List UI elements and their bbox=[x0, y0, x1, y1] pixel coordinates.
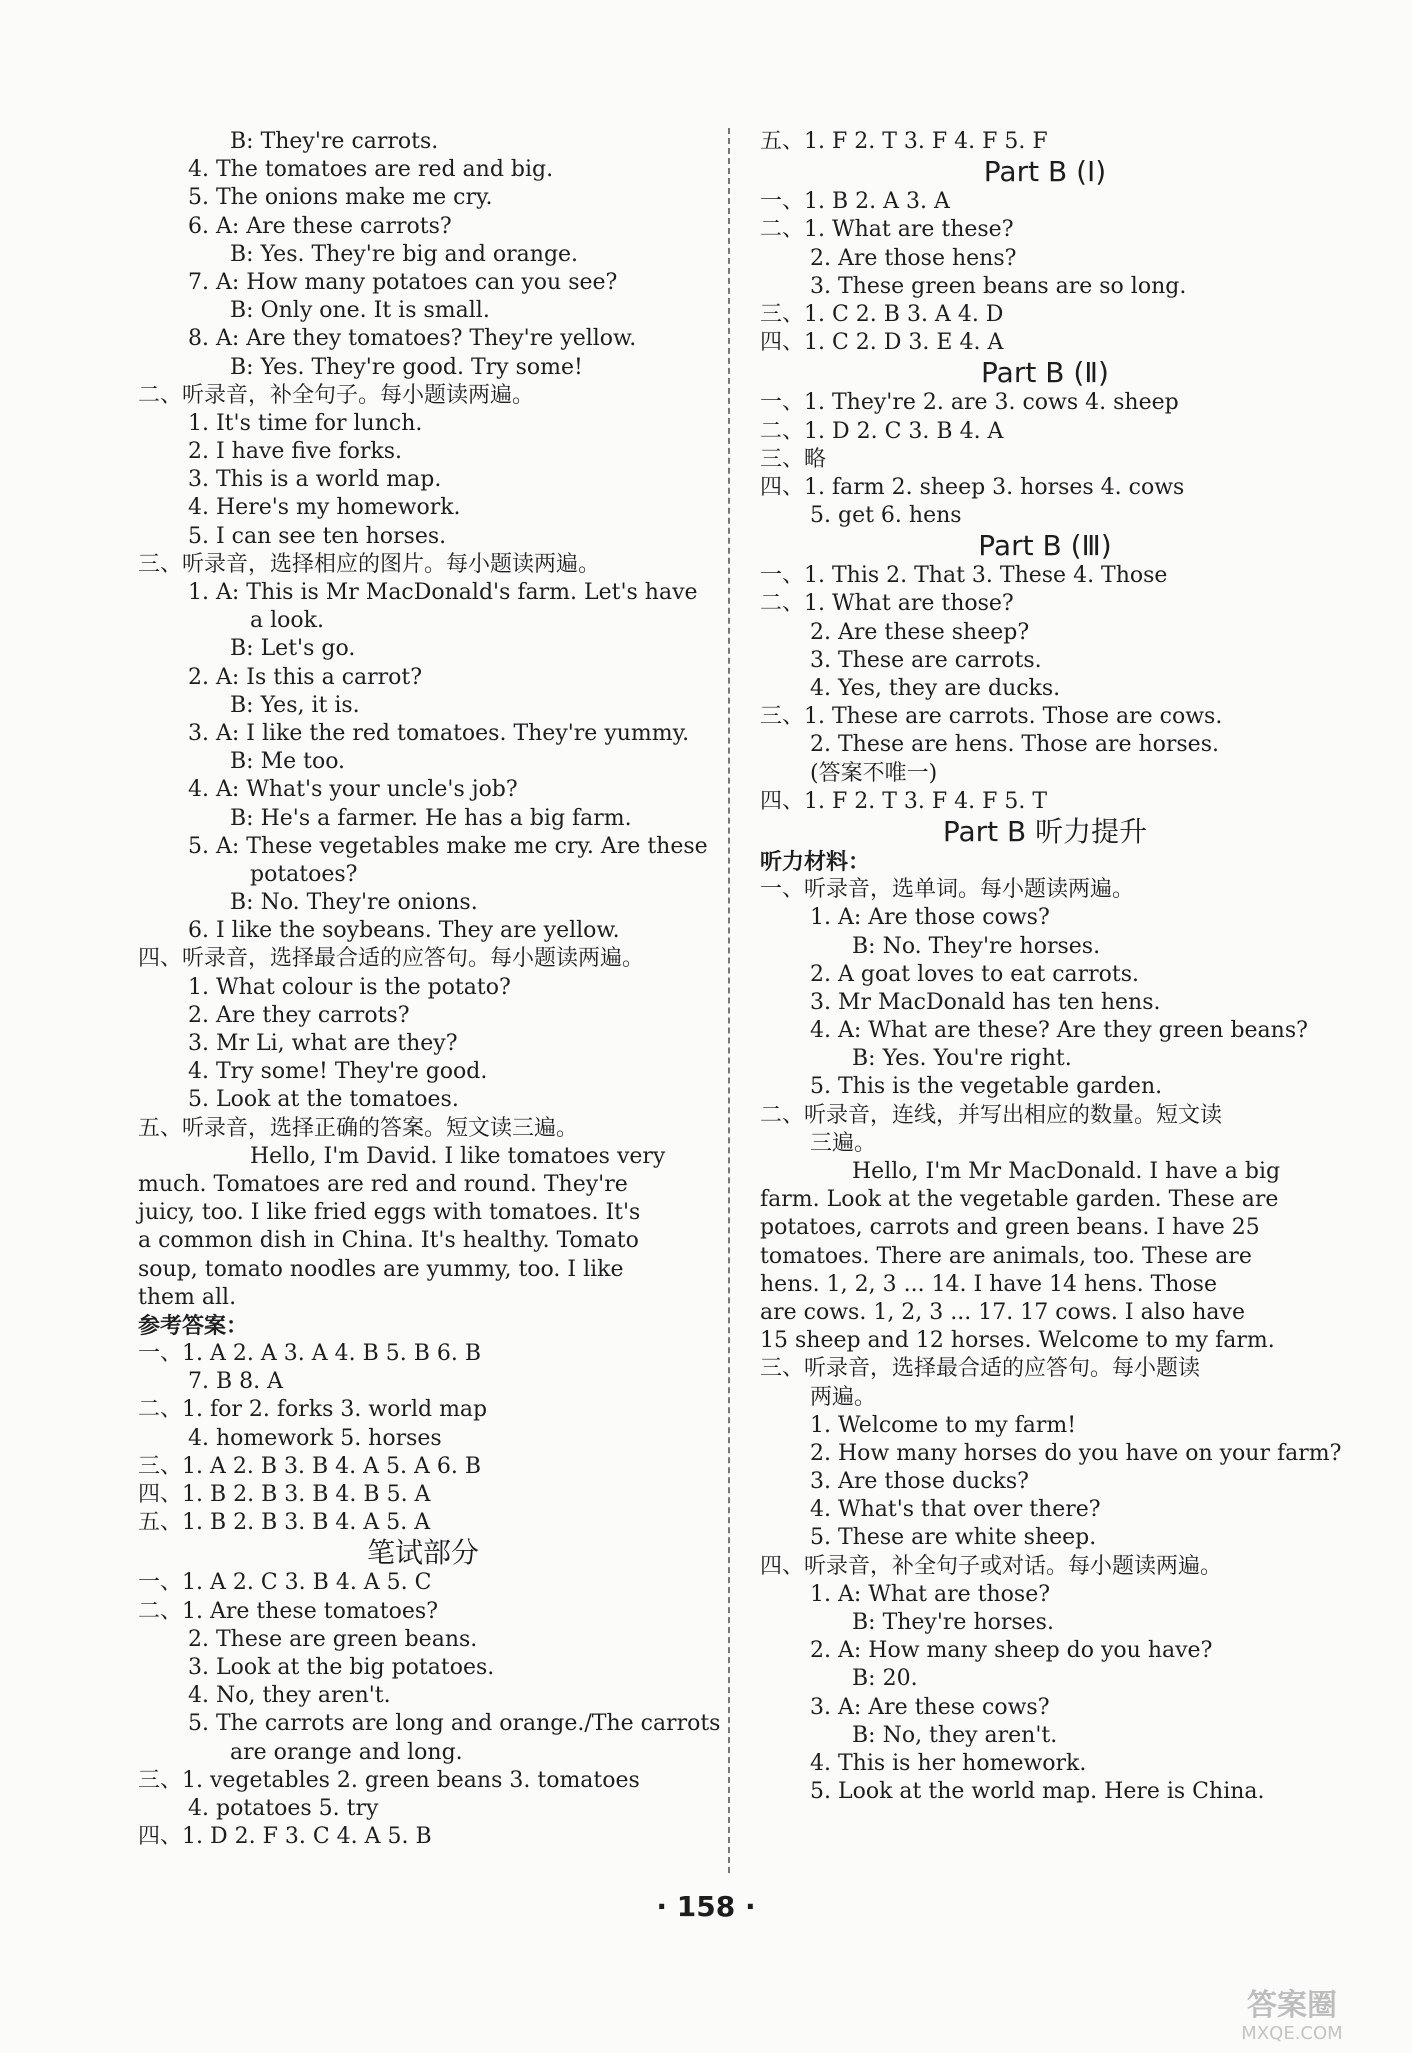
text-line: 一、1. A 2. C 3. B 4. A 5. C bbox=[138, 1570, 432, 1596]
text-line: 一、1. B 2. A 3. A bbox=[760, 189, 950, 215]
watermark-line1: 答案圈 bbox=[1247, 1988, 1337, 2023]
text-line: 2. These are hens. Those are horses. bbox=[810, 732, 1219, 758]
left-column bbox=[138, 128, 721, 1851]
text-line: 4. Here's my homework. bbox=[188, 495, 461, 521]
text-line: 3. A: Are these cows? bbox=[810, 1694, 1050, 1720]
text-line: 三遍。 bbox=[810, 1130, 877, 1156]
text-line: 2. A: How many sheep do you have? bbox=[810, 1638, 1213, 1664]
text-line: 8. A: Are they tomatoes? They're yellow. bbox=[188, 326, 637, 352]
text-line: 5. Look at the tomatoes. bbox=[188, 1087, 459, 1113]
text-line: B: Yes, it is. bbox=[230, 692, 360, 718]
text-line: 1. A: What are those? bbox=[810, 1581, 1051, 1607]
text-line: are orange and long. bbox=[230, 1739, 463, 1765]
text-line: 1. A: This is Mr MacDonald's farm. Let's have bbox=[188, 580, 698, 605]
text-line: 4. No, they aren't. bbox=[188, 1683, 391, 1709]
watermark-logo bbox=[1192, 1981, 1392, 2045]
text-line: 四、1. C 2. D 3. E 4. A bbox=[760, 330, 1004, 356]
text-line: 4. What's that over there? bbox=[810, 1497, 1101, 1523]
text-line: 6. A: Are these carrots? bbox=[188, 213, 452, 239]
text-line: 1. Welcome to my farm! bbox=[810, 1412, 1077, 1438]
text-line: 5. A: These vegetables make me cry. Are these bbox=[188, 833, 708, 859]
text-line: hens. 1, 2, 3 ... 14. I have 14 hens. Those bbox=[760, 1271, 1217, 1297]
text-line: 2. I have five forks. bbox=[188, 439, 403, 465]
text-line: B: Let's go. bbox=[230, 636, 356, 662]
text-line: 四、1. D 2. F 3. C 4. A 5. B bbox=[138, 1824, 432, 1850]
text-line: 二、1. Are these tomatoes? bbox=[138, 1598, 438, 1624]
text-line: 3. Are those ducks? bbox=[810, 1469, 1029, 1495]
text-line: 5. The onions make me cry. bbox=[188, 185, 493, 211]
text-line: 7. B 8. A bbox=[188, 1369, 284, 1395]
column-divider bbox=[728, 128, 730, 1873]
text-line: 2. A goat loves to eat carrots. bbox=[810, 961, 1140, 987]
text-line: 3. Look at the big potatoes. bbox=[188, 1654, 495, 1680]
text-line: B: Me too. bbox=[230, 749, 346, 775]
text-line: B: He's a farmer. He has a big farm. bbox=[230, 805, 632, 831]
text-line: 三、听录音，选择最合适的应答句。每小题读 bbox=[760, 1356, 1201, 1382]
text-line: B: They're horses. bbox=[852, 1610, 1054, 1635]
text-line: 4. This is her homework. bbox=[810, 1750, 1087, 1776]
text-line: B: No, they aren't. bbox=[852, 1722, 1058, 1748]
watermark-line2: MXQE.COM bbox=[1241, 2023, 1343, 2044]
text-line: (答案不唯一) bbox=[810, 760, 938, 786]
text-line: 2. How many horses do you have on your farm? bbox=[810, 1440, 1342, 1466]
text-line: 5. The carrots are long and orange./The carrots bbox=[188, 1711, 721, 1737]
section-heading: Part B 听力提升 bbox=[942, 814, 1148, 848]
text-line: 参考答案： bbox=[138, 1312, 249, 1339]
text-line: 三、略 bbox=[760, 446, 827, 472]
text-line: 三、听录音，选择相应的图片。每小题读两遍。 bbox=[138, 551, 601, 577]
text-line: B: Yes. They're big and orange. bbox=[230, 241, 579, 267]
text-line: potatoes? bbox=[250, 861, 358, 887]
text-line: 5. Look at the world map. Here is China. bbox=[810, 1779, 1265, 1805]
text-line: 4. The tomatoes are red and big. bbox=[188, 157, 554, 183]
text-line: juicy, too. I like fried eggs with tomatoes. It's bbox=[138, 1200, 641, 1226]
text-line: 3. A: I like the red tomatoes. They're yummy. bbox=[188, 720, 690, 746]
text-line: 四、1. farm 2. sheep 3. horses 4. cows bbox=[760, 474, 1185, 500]
text-line: 1. It's time for lunch. bbox=[188, 410, 423, 436]
text-line: Hello, I'm Mr MacDonald. I have a big bbox=[852, 1159, 1281, 1184]
section-heading: 笔试部分 bbox=[366, 1536, 479, 1570]
section-heading: Part B (Ⅰ) bbox=[983, 155, 1107, 189]
text-line: are cows. 1, 2, 3 ... 17. 17 cows. I also have bbox=[760, 1299, 1245, 1325]
text-line: 4. potatoes 5. try bbox=[188, 1795, 379, 1821]
text-line: 7. A: How many potatoes can you see? bbox=[188, 269, 618, 295]
text-line: 二、听录音，补全句子。每小题读两遍。 bbox=[138, 382, 535, 408]
text-line: 三、1. vegetables 2. green beans 3. tomatoes bbox=[138, 1767, 640, 1793]
text-line: 2. These are green beans. bbox=[188, 1626, 478, 1652]
text-line: 4. A: What are these? Are they green beans? bbox=[810, 1018, 1308, 1044]
text-line: 2. A: Is this a carrot? bbox=[188, 664, 423, 690]
text-line: much. Tomatoes are red and round. They're bbox=[138, 1171, 628, 1197]
text-line: 3. Mr Li, what are they? bbox=[188, 1031, 458, 1056]
text-line: B: Yes. You're right. bbox=[852, 1046, 1072, 1072]
text-line: 3. Mr MacDonald has ten hens. bbox=[810, 989, 1161, 1015]
text-line: a look. bbox=[250, 608, 324, 634]
text-line: 一、1. This 2. That 3. These 4. Those bbox=[760, 563, 1168, 589]
text-line: 四、听录音，选择最合适的应答句。每小题读两遍。 bbox=[138, 946, 645, 972]
text-line: 6. I like the soybeans. They are yellow. bbox=[188, 918, 620, 944]
text-line: 4. homework 5. horses bbox=[188, 1425, 442, 1451]
text-line: 两遍。 bbox=[810, 1384, 877, 1410]
text-line: 5. get 6. hens bbox=[810, 503, 962, 529]
text-line: 三、1. A 2. B 3. B 4. A 5. A 6. B bbox=[138, 1453, 482, 1479]
text-line: 五、1. F 2. T 3. F 4. F 5. F bbox=[760, 129, 1048, 154]
text-line: 二、1. What are these? bbox=[760, 217, 1014, 243]
text-line: B: 20. bbox=[852, 1666, 918, 1692]
text-line: 二、听录音，连线，并写出相应的数量。短文读 bbox=[760, 1102, 1223, 1128]
text-line: 五、听录音，选择正确的答案。短文读三遍。 bbox=[138, 1115, 579, 1141]
text-line: 二、1. What are those? bbox=[760, 591, 1014, 617]
text-line: them all. bbox=[138, 1284, 237, 1310]
text-line: a common dish in China. It's healthy. Tomato bbox=[138, 1228, 639, 1254]
text-line: 5. This is the vegetable garden. bbox=[810, 1074, 1163, 1100]
page-number: · 158 · bbox=[656, 1890, 756, 1923]
text-line: 四、听录音，补全句子或对话。每小题读两遍。 bbox=[760, 1553, 1223, 1579]
text-line: 3. This is a world map. bbox=[188, 467, 442, 493]
text-line: 五、1. B 2. B 3. B 4. A 5. A bbox=[138, 1510, 431, 1536]
text-line: 2. Are those hens? bbox=[810, 245, 1017, 271]
text-line: 15 sheep and 12 horses. Welcome to my farm. bbox=[760, 1328, 1275, 1354]
text-line: 4. Yes, they are ducks. bbox=[810, 676, 1061, 701]
text-line: 三、1. These are carrots. Those are cows. bbox=[760, 704, 1223, 730]
text-line: 一、1. They're 2. are 3. cows 4. sheep bbox=[760, 390, 1179, 416]
text-line: tomatoes. There are animals, too. These are bbox=[760, 1243, 1252, 1269]
text-line: 二、1. D 2. C 3. B 4. A bbox=[760, 418, 1004, 444]
text-line: 一、听录音，选单词。每小题读两遍。 bbox=[760, 877, 1135, 903]
text-line: 二、1. for 2. forks 3. world map bbox=[138, 1397, 488, 1423]
text-line: 4. A: What's your uncle's job? bbox=[188, 777, 518, 803]
text-line: 3. These green beans are so long. bbox=[810, 273, 1187, 299]
text-line: 2. Are they carrots? bbox=[188, 1002, 410, 1028]
text-line: 3. These are carrots. bbox=[810, 647, 1042, 673]
text-line: 4. Try some! They're good. bbox=[188, 1059, 488, 1085]
text-line: 1. What colour is the potato? bbox=[188, 974, 511, 1000]
right-column bbox=[760, 128, 1342, 1806]
text-line: soup, tomato noodles are yummy, too. I like bbox=[138, 1256, 624, 1282]
text-line: B: Yes. They're good. Try some! bbox=[230, 354, 583, 380]
text-line: B: Only one. It is small. bbox=[230, 298, 490, 324]
text-line: 5. These are white sheep. bbox=[810, 1525, 1097, 1551]
text-line: B: No. They're horses. bbox=[852, 933, 1101, 959]
text-line: farm. Look at the vegetable garden. These are bbox=[760, 1187, 1279, 1213]
text-line: Hello, I'm David. I like tomatoes very bbox=[250, 1143, 666, 1169]
text-line: 2. Are these sheep? bbox=[810, 619, 1030, 645]
text-line: 5. I can see ten horses. bbox=[188, 523, 447, 549]
text-line: 一、1. A 2. A 3. A 4. B 5. B 6. B bbox=[138, 1341, 482, 1367]
text-line: 四、1. F 2. T 3. F 4. F 5. T bbox=[760, 788, 1048, 814]
text-line: 听力材料： bbox=[760, 848, 871, 875]
section-heading: Part B (Ⅱ) bbox=[981, 356, 1109, 390]
text-line: 四、1. B 2. B 3. B 4. B 5. A bbox=[138, 1482, 431, 1507]
text-line: 1. A: Are those cows? bbox=[810, 905, 1050, 931]
text-line: B: They're carrots. bbox=[230, 129, 439, 154]
text-line: potatoes, carrots and green beans. I have 25 bbox=[760, 1215, 1260, 1241]
text-line: B: No. They're onions. bbox=[230, 890, 478, 916]
section-heading: Part B (Ⅲ) bbox=[978, 529, 1112, 563]
text-line: 三、1. C 2. B 3. A 4. D bbox=[760, 301, 1004, 327]
